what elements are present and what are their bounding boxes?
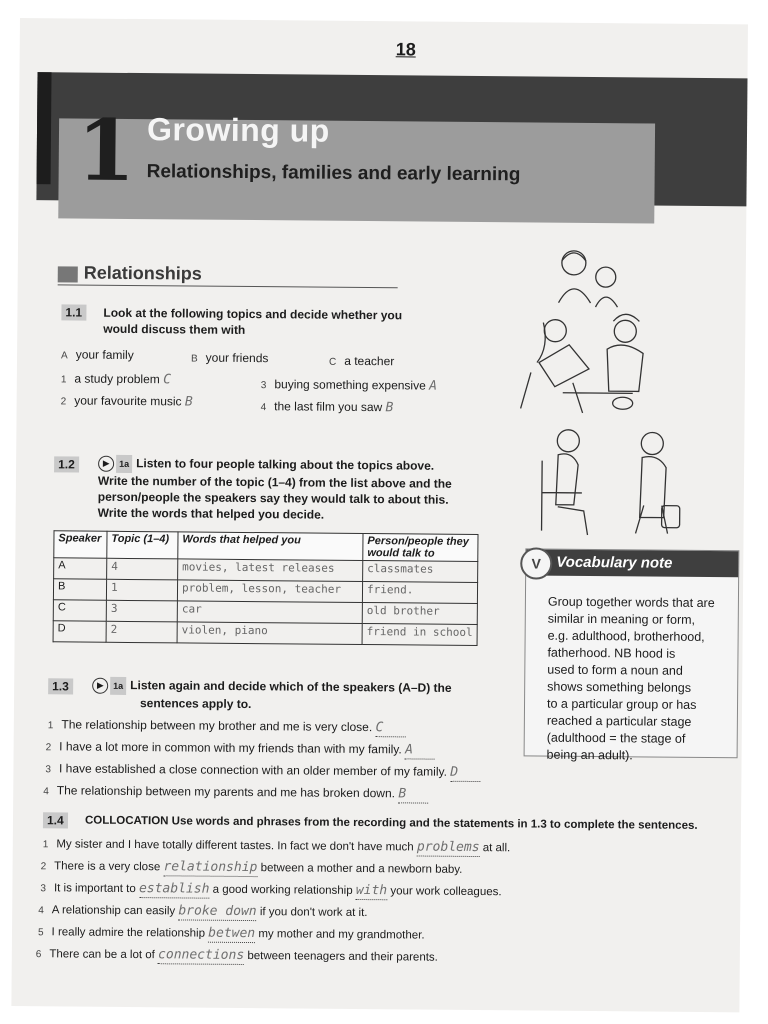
words-input[interactable]: problem, lesson, teacher (177, 580, 362, 603)
vocabulary-note-box (524, 548, 740, 763)
topic-input[interactable]: 4 (107, 558, 178, 580)
audio-icon: ▶ (92, 678, 108, 694)
speaker-table (53, 530, 479, 646)
exercise-1-2-number: 1.2 (54, 456, 79, 472)
unit-subtitle: Relationships, families and early learning (146, 161, 521, 186)
banner-stripe (37, 72, 52, 184)
exercise-1-1-instruction: Look at the following topics and decide whether you would discuss them with (103, 305, 403, 337)
sentence-1: 1 My sister and I have totally different tastes. In fact we don't have much problems at all. (42, 838, 511, 856)
speaker-cell: B (53, 579, 106, 600)
answer-blank[interactable]: relationship (163, 859, 258, 876)
track-number: 1a (116, 455, 132, 473)
section-heading (58, 262, 398, 288)
vocabulary-note-text: Group together words that are similar in meaning or form, e.g. adulthood, brotherhood, fatherhood. NB hood is used to form a noun and shows something belongs to a particular group or has reached a particular stage (adulthood = the stage of being an adult). (546, 594, 715, 763)
exercise-1-3-number: 1.3 (48, 678, 73, 694)
track-number: 1a (110, 677, 126, 695)
audio-icon: ▶ (98, 456, 114, 472)
option-c: C a teacher (328, 353, 395, 369)
column-header: Speaker (54, 531, 107, 558)
option-b: B your friends (190, 350, 269, 366)
words-input[interactable]: car (177, 601, 362, 624)
page-number: 18 (395, 39, 416, 60)
topic-input[interactable]: 3 (106, 600, 177, 622)
person-input[interactable]: old brother (362, 603, 477, 625)
answer-blank[interactable]: betwen (208, 925, 256, 942)
people-talking-illustration (501, 242, 704, 544)
unit-title: Growing up (146, 111, 330, 149)
exercise-1-4-instruction: COLLOCATION Use words and phrases from the recording and the statements in 1.3 to complete the sentences. (84, 814, 698, 832)
sentence-6: 6 There can be a lot of connections between teenagers and their parents. (35, 947, 438, 964)
answer-blank[interactable]: with (355, 882, 388, 899)
sentence-4: 4 A relationship can easily broke down if you don't work at it. (38, 903, 368, 920)
exercise-1-4-number: 1.4 (43, 812, 68, 828)
topic-4: 4 the last film you saw B (260, 399, 394, 416)
answer-blank[interactable]: broke down (178, 903, 257, 920)
sentence-3: 3 It is important to establish a good working relationship with your work colleagues. (40, 881, 502, 899)
section-title: Relationships (83, 262, 202, 284)
section-marker (58, 266, 78, 282)
speaker-cell: D (53, 621, 106, 642)
column-header: Words that helped you (178, 532, 363, 561)
column-header: Person/people they would talk to (363, 534, 478, 562)
vocabulary-icon: V (520, 547, 552, 579)
statement-2: 2 I have a lot more in common with my friends than with my family. A (46, 738, 436, 759)
statement-1: 1 The relationship between my brother and me is very close. C (48, 716, 406, 737)
answer-blank[interactable]: B (398, 786, 428, 803)
answer-blank[interactable]: connections (158, 947, 245, 963)
exercise-1-3-instruction: ▶ 1a Listen again and decide which of the speakers (A–D) the sentences apply to. (92, 677, 512, 715)
speaker-cell: A (54, 558, 107, 579)
statement-3: 3 I have established a close connection with an older member of my family. D (45, 760, 480, 782)
speaker-cell: C (53, 600, 106, 621)
vocabulary-note-title: Vocabulary note (556, 553, 673, 572)
topic-input[interactable]: 1 (106, 579, 177, 601)
person-input[interactable]: friend. (362, 582, 477, 604)
topic-3: 3 buying something expensive A (260, 377, 438, 394)
exercise-1-2-instruction: ▶ 1a Listen to four people talking about the topics above. Write the number of the topic (1–4) from the list above and the person/people the speakers say they would talk to about this. Write the words that helped you decide. (97, 456, 452, 522)
words-input[interactable]: movies, latest releases (178, 559, 363, 582)
table-row (53, 621, 477, 646)
sentence-5: 5 I really admire the relationship betwen my mother and my grandmother. (37, 925, 425, 942)
answer-blank[interactable]: establish (138, 881, 210, 897)
person-input[interactable]: friend in school (362, 624, 477, 646)
exercise-1-1-number: 1.1 (61, 304, 86, 320)
column-header: Topic (1–4) (107, 531, 178, 559)
statement-4: 4 The relationship between my parents and me has broken down. B (43, 782, 428, 803)
unit-number: 1 (76, 100, 136, 201)
answer-blank[interactable]: A (405, 742, 435, 759)
textbook-page (11, 18, 748, 1012)
person-input[interactable]: classmates (363, 561, 478, 583)
option-a: A your family (61, 347, 134, 363)
answer-blank[interactable]: problems (416, 839, 480, 856)
sentence-2: 2 There is a very close relationship between a mother and a newborn baby. (40, 859, 463, 876)
vocabulary-note-header (526, 549, 738, 577)
answer-blank[interactable]: C (375, 720, 405, 737)
topic-2: 2 your favourite music B (60, 393, 193, 410)
table-header-row (54, 531, 478, 562)
topic-1: 1 a study problem C (60, 371, 172, 388)
topic-input[interactable]: 2 (106, 621, 177, 643)
words-input[interactable]: violen, piano (177, 622, 362, 645)
answer-blank[interactable]: D (450, 765, 480, 782)
